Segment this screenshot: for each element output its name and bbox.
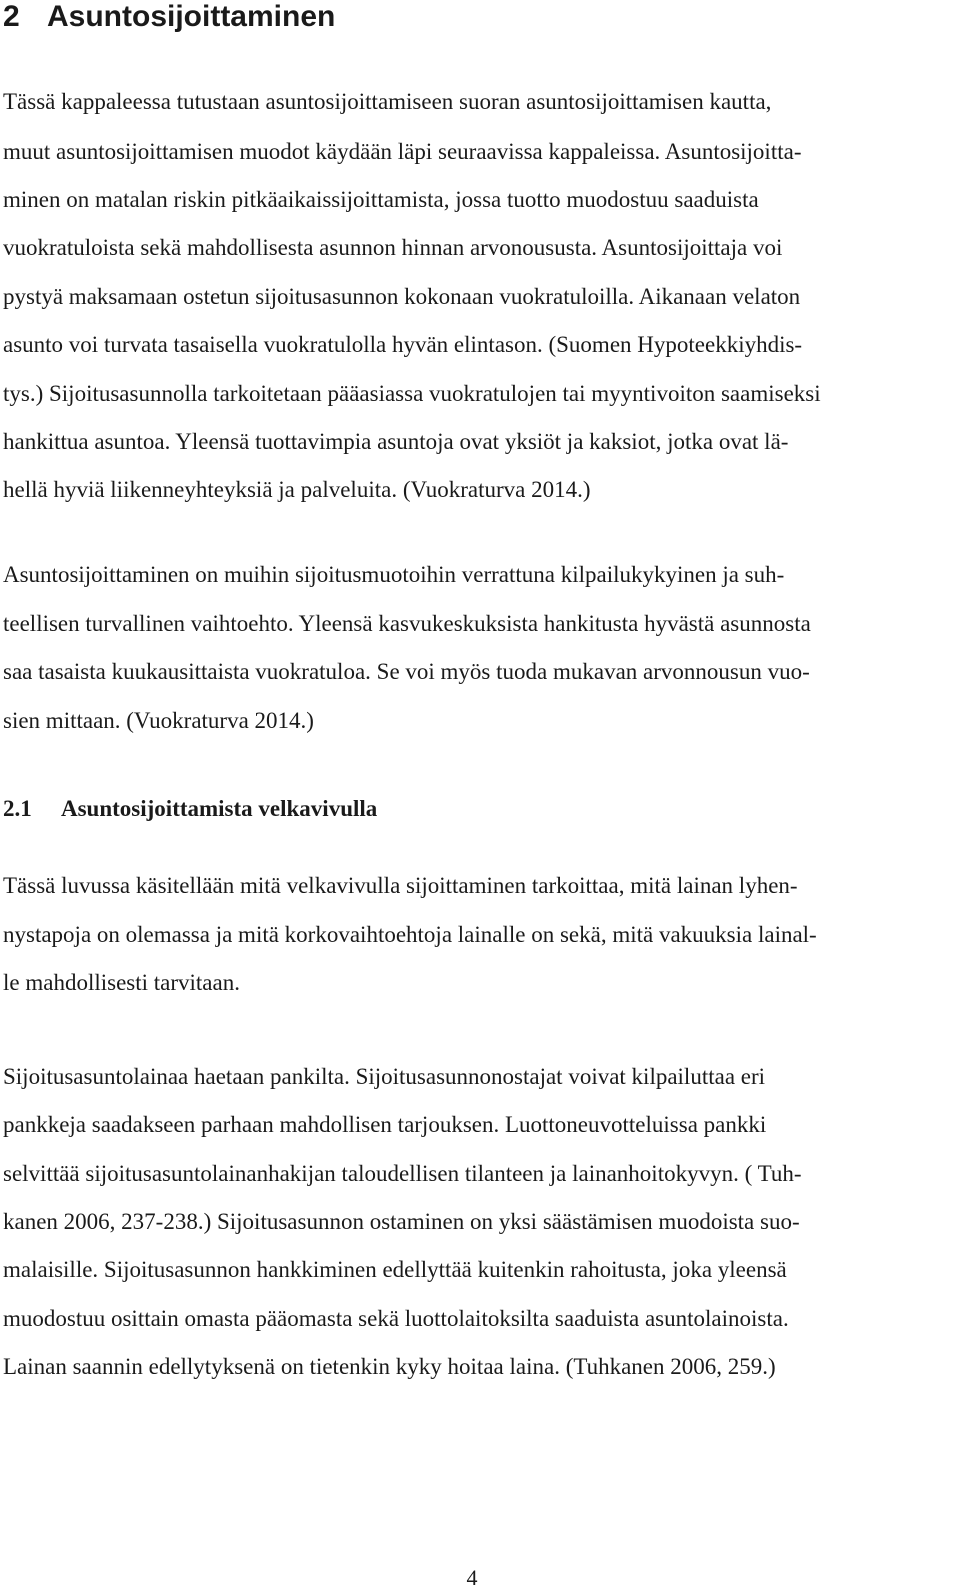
paragraph-line: tys.) Sijoitusasunnolla tarkoitetaan pääasiassa vuokratulojen tai myyntivoiton saamiseksi	[3, 381, 821, 406]
section-title: Asuntosijoittamista velkavivulla	[61, 796, 378, 821]
paragraph-line: asunto voi turvata tasaisella vuokratulolla hyvän elintason. (Suomen Hypoteekkiyhdis-	[3, 332, 803, 357]
page-number: 4	[466, 1565, 478, 1590]
paragraph-line: selvittää sijoitusasuntolainanhakijan taloudellisen tilanteen ja lainanhoitokyvyn. ( Tuh-	[3, 1161, 802, 1186]
paragraph-line: muut asuntosijoittamisen muodot käydään läpi seuraavissa kappaleissa. Asuntosijoitta-	[3, 139, 802, 164]
paragraph-line: hankittua asuntoa. Yleensä tuottavimpia asuntoja ovat yksiöt ja kaksiot, jotka ovat lä-	[3, 429, 789, 454]
chapter-number: 2	[3, 0, 20, 33]
paragraph-line: Sijoitusasuntolainaa haetaan pankilta. Sijoitusasunnonostajat voivat kilpailuttaa eri	[3, 1064, 766, 1089]
paragraph-line: sien mittaan. (Vuokraturva 2014.)	[3, 708, 314, 733]
paragraph-line: Tässä kappaleessa tutustaan asuntosijoittamiseen suoran asuntosijoittamisen kautta,	[3, 89, 772, 114]
paragraph-line: vuokratuloista sekä mahdollisesta asunnon hinnan arvonoususta. Asuntosijoittaja voi	[3, 235, 783, 260]
chapter-heading	[3, 0, 335, 34]
paragraph-line: Tässä luvussa käsitellään mitä velkavivulla sijoittaminen tarkoittaa, mitä lainan lyhen-	[3, 873, 798, 898]
paragraph-line: pystyä maksamaan ostetun sijoitusasunnon kokonaan vuokratuloilla. Aikanaan velaton	[3, 284, 801, 309]
paragraph-line: malaisille. Sijoitusasunnon hankkiminen edellyttää kuitenkin rahoitusta, joka yleensä	[3, 1257, 787, 1282]
paragraph-line: hellä hyviä liikenneyhteyksiä ja palveluita. (Vuokraturva 2014.)	[3, 477, 591, 502]
paragraph-line: minen on matalan riskin pitkäaikaissijoittamista, jossa tuotto muodostuu saaduista	[3, 187, 759, 212]
paragraph-line: saa tasaista kuukausittaista vuokratuloa. Se voi myös tuoda mukavan arvonnousun vuo-	[3, 659, 810, 684]
chapter-title: Asuntosijoittaminen	[47, 0, 336, 33]
paragraph-line: Lainan saannin edellytyksenä on tietenkin kyky hoitaa laina. (Tuhkanen 2006, 259.)	[3, 1354, 776, 1379]
paragraph-line: kanen 2006, 237-238.) Sijoitusasunnon ostaminen on yksi säästämisen muodoista suo-	[3, 1209, 800, 1234]
section-number: 2.1	[3, 796, 32, 821]
paragraph-line: pankkeja saadakseen parhaan mahdollisen tarjouksen. Luottoneuvotteluissa pankki	[3, 1112, 767, 1137]
paragraph-line: nystapoja on olemassa ja mitä korkovaihtoehtoja lainalle on sekä, mitä vakuuksia lainal-	[3, 922, 817, 947]
paragraph-line: Asuntosijoittaminen on muihin sijoitusmuotoihin verrattuna kilpailukykyinen ja suh-	[3, 562, 785, 587]
section-heading	[3, 795, 377, 823]
paragraph-line: le mahdollisesti tarvitaan.	[3, 970, 240, 995]
paragraph-line: teellisen turvallinen vaihtoehto. Yleensä kasvukeskuksista hankitusta hyvästä asunnosta	[3, 611, 811, 636]
paragraph-line: muodostuu osittain omasta pääomasta sekä luottolaitoksilta saaduista asuntolainoista.	[3, 1306, 789, 1331]
